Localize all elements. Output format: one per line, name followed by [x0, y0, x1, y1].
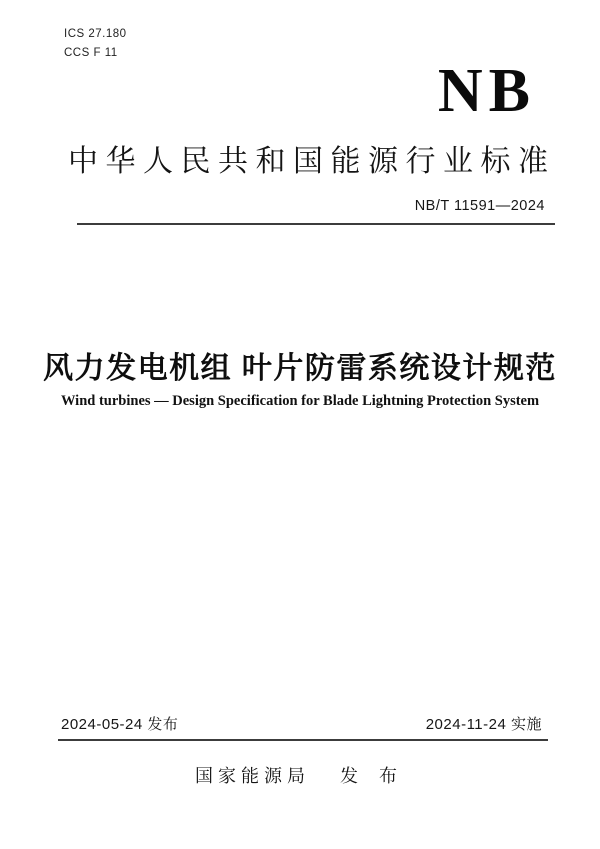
classification-codes	[64, 25, 127, 63]
date-row	[61, 713, 542, 734]
publisher-name: 国家能源局	[194, 766, 310, 786]
ccs-code: CCS F 11	[64, 47, 118, 59]
footer-rule	[58, 739, 548, 741]
nb-logo: NB	[437, 57, 536, 125]
publisher-row	[0, 762, 600, 788]
ics-code: ICS 27.180	[64, 28, 127, 40]
title-english: Wind turbines — Design Specification for Blade Lightning Protection System	[60, 393, 540, 409]
publish-label: 发 布	[339, 766, 405, 786]
title-chinese: 风力发电机组 叶片防雷系统设计规范	[43, 352, 557, 385]
standard-number: NB/T 11591—2024	[414, 198, 545, 214]
implementation-date: 2024-11-24 实施	[425, 716, 542, 733]
issue-date: 2024-05-24 发布	[61, 716, 179, 733]
header-rule	[77, 223, 555, 225]
standard-name: 中华人民共和国能源行业标准	[68, 145, 556, 178]
